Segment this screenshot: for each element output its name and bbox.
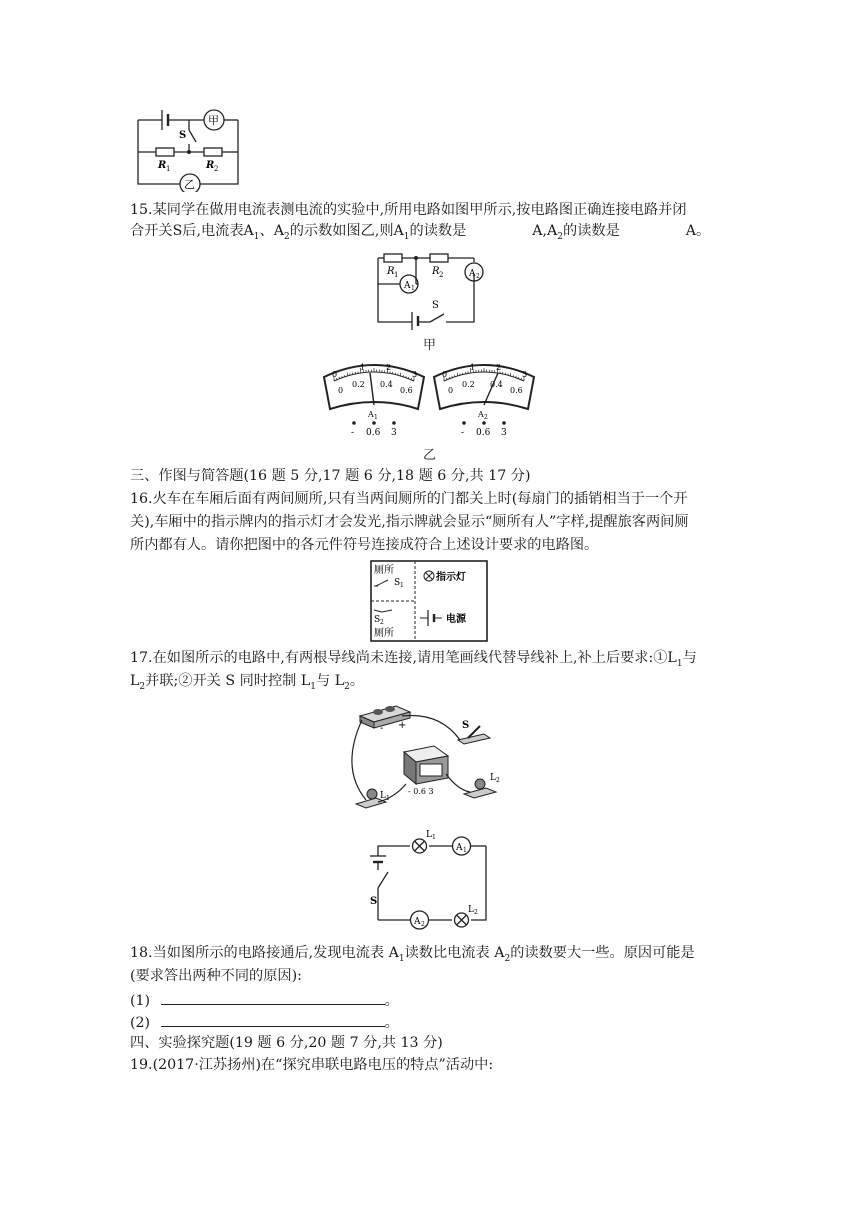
q15-text-a: 合开关S后,电流表A [130, 223, 254, 239]
section-4-heading: 四、实验探究题(19 题 6 分,20 题 7 分,共 13 分) [130, 1035, 443, 1051]
jia-s: S [432, 300, 439, 311]
q16-line-1: 16.火车在车厢后面有两间厕所,只有当两间厕所的门都关上时(每扇门的插销相当于一个开 [130, 491, 688, 507]
ammeter-a2 [428, 359, 540, 439]
q19-line-1: 19.(2017·江苏扬州)在“探究串联电路电压的特点”活动中: [130, 1057, 494, 1073]
tick-label: 1 [360, 363, 366, 372]
sub: 1 [386, 795, 390, 802]
meter-b-label: 乙 [184, 178, 195, 191]
q15-text-b: 、A [259, 223, 284, 239]
q17-text-d: 并联;②开关 S 同时控制 L [145, 673, 311, 689]
sub: 1 [398, 953, 405, 964]
tick-label: 2 [496, 363, 502, 372]
q18-text-c: 的读数要大一些。原因可能是 [510, 945, 695, 961]
terminal: 0.6 [476, 428, 491, 438]
sub: 2 [283, 231, 290, 242]
terminal: 0.6 [366, 428, 381, 438]
jia-r1: R [387, 266, 395, 277]
l2-label: L [468, 905, 474, 915]
tick-label: 0.6 [510, 386, 523, 395]
sub: 1 [403, 231, 410, 242]
toilet-1-label: 厕所 [374, 565, 394, 576]
period: 。 [384, 1015, 399, 1031]
q18-answer-2 [130, 1012, 399, 1032]
terminal: - [351, 428, 355, 438]
q18-text-a: 18.当如图所示的电路接通后,发现电流表 A [130, 945, 399, 961]
q18-text-b: 读数比电流表 A [404, 945, 505, 961]
caption-jia: 甲 [423, 338, 437, 353]
toilet-2-label: 厕所 [374, 628, 394, 639]
sub: 2 [474, 909, 478, 916]
tick-label: 0.6 [400, 386, 413, 395]
answer-label: (1) [130, 993, 151, 1009]
terminal: - [461, 428, 465, 438]
sub: 2 [484, 414, 488, 421]
q15-text-f: 的读数是 [563, 223, 620, 239]
l1-label: L [380, 791, 386, 801]
q15-text-e: A,A [532, 223, 558, 239]
q18-circuit [370, 826, 490, 930]
q17-text-c: L [130, 673, 140, 689]
q15-line-1: 15.某同学在做用电流表测电流的实验中,所用电路如图甲所示,按电路图正确连接电路并闭 [130, 202, 687, 218]
q18-answer-1 [130, 990, 399, 1010]
sub: 1 [676, 658, 683, 669]
caption-yi: 乙 [423, 448, 437, 463]
r1-sub: 1 [166, 165, 171, 173]
tick-label: 3 [522, 370, 528, 379]
sub: 1 [432, 834, 436, 841]
q18-line-2: (要求答出两种不同的原因): [130, 968, 302, 984]
tick-label: 1 [470, 363, 476, 372]
tick-label: 0 [448, 386, 454, 395]
s1-label: S [394, 578, 401, 588]
tick-label: 2 [386, 363, 392, 372]
terminal: 3 [501, 428, 507, 438]
sub: 1 [374, 414, 378, 421]
q15-text-g: A。 [685, 223, 711, 239]
r1-label: R [158, 160, 167, 171]
q17-text-a: 17.在如图所示的电路中,有两根导线尚未连接,请用笔画线代替导线补上,补上后要求:①L [130, 650, 677, 666]
q17-text-b: 与 [682, 650, 697, 666]
tick-label: 0.4 [490, 380, 503, 389]
r2-sub: 2 [214, 165, 219, 173]
tick-label: 0 [442, 370, 448, 379]
meter-a-label: 甲 [208, 114, 219, 127]
answer-label: (2) [130, 1015, 151, 1031]
sub: 2 [139, 681, 146, 692]
a1-label: A [456, 843, 463, 853]
q16-line-3: 所内都有人。请你把图中的各元件符号连接成符合上述设计要求的电路图。 [130, 537, 599, 553]
period: 。 [384, 993, 399, 1009]
lamp-label: 指示灯 [436, 572, 466, 583]
q17-text-f: 。 [349, 673, 365, 689]
switch-label: S [462, 720, 470, 731]
q15-text-d: 的读数是 [409, 223, 467, 239]
power-label: 电源 [446, 614, 466, 625]
sub: 2 [476, 273, 480, 280]
tick-label: 0 [338, 386, 344, 395]
q17-physical-circuit [350, 698, 508, 818]
sub: 2 [439, 271, 444, 279]
tick-label: 0.2 [352, 380, 365, 389]
sub: 2 [557, 231, 564, 242]
tick-label: 3 [412, 370, 418, 379]
q17-line-2 [130, 672, 364, 696]
l1-label: L [426, 830, 432, 840]
sub: 2 [344, 681, 350, 692]
answer-blank-3[interactable] [161, 990, 385, 1005]
terminal: 3 [391, 428, 397, 438]
jia-a2: A [469, 269, 476, 279]
q16-line-2: 关),车厢中的指示牌内的指示灯才会发光,指示牌就会显示“厕所有人”字样,提醒旅客两间厕 [130, 514, 689, 530]
meter-name: A [368, 410, 374, 419]
jia-a1: A [404, 281, 411, 291]
sub: 2 [496, 777, 500, 784]
sub: 1 [253, 231, 260, 242]
top-circuit-figure [134, 100, 244, 192]
sub: 1 [411, 285, 415, 292]
battery-plus: + [398, 720, 407, 731]
q17-text-e: 与 L [316, 673, 345, 689]
q18-line-1 [130, 944, 695, 968]
tick-label: 0.4 [380, 380, 393, 389]
q15-text-c: 的示数如图乙,则A [289, 223, 404, 239]
s2-label: S [374, 615, 381, 625]
sub: 1 [310, 681, 317, 692]
q17-line-1 [130, 649, 697, 673]
ammeter-device [404, 746, 448, 784]
q16-figure [370, 560, 488, 642]
meter-name: A [478, 410, 484, 419]
sub: 1 [400, 582, 404, 589]
sub: 1 [394, 271, 399, 279]
jia-r2: R [432, 266, 440, 277]
section-3-heading: 三、作图与简答题(16 题 5 分,17 题 6 分,18 题 6 分,共 17 分) [130, 468, 531, 484]
sub: 1 [463, 847, 467, 854]
switch-label: S [179, 130, 187, 141]
q15-line-2 [130, 222, 710, 246]
ammeter-terminals: - 0.6 3 [408, 787, 434, 796]
q15-fig-jia [372, 250, 488, 330]
ammeter-a1 [318, 359, 430, 439]
l2-label: L [490, 773, 496, 783]
sub: 2 [380, 619, 384, 626]
a2-label: A [414, 917, 421, 927]
tick-label: 0 [332, 370, 338, 379]
answer-blank-4[interactable] [161, 1012, 385, 1027]
s-label: S [370, 896, 378, 907]
r2-label: R [206, 160, 215, 171]
tick-label: 0.2 [462, 380, 475, 389]
battery-minus: - [380, 723, 384, 734]
sub: 2 [504, 953, 511, 964]
sub: 2 [421, 921, 425, 928]
